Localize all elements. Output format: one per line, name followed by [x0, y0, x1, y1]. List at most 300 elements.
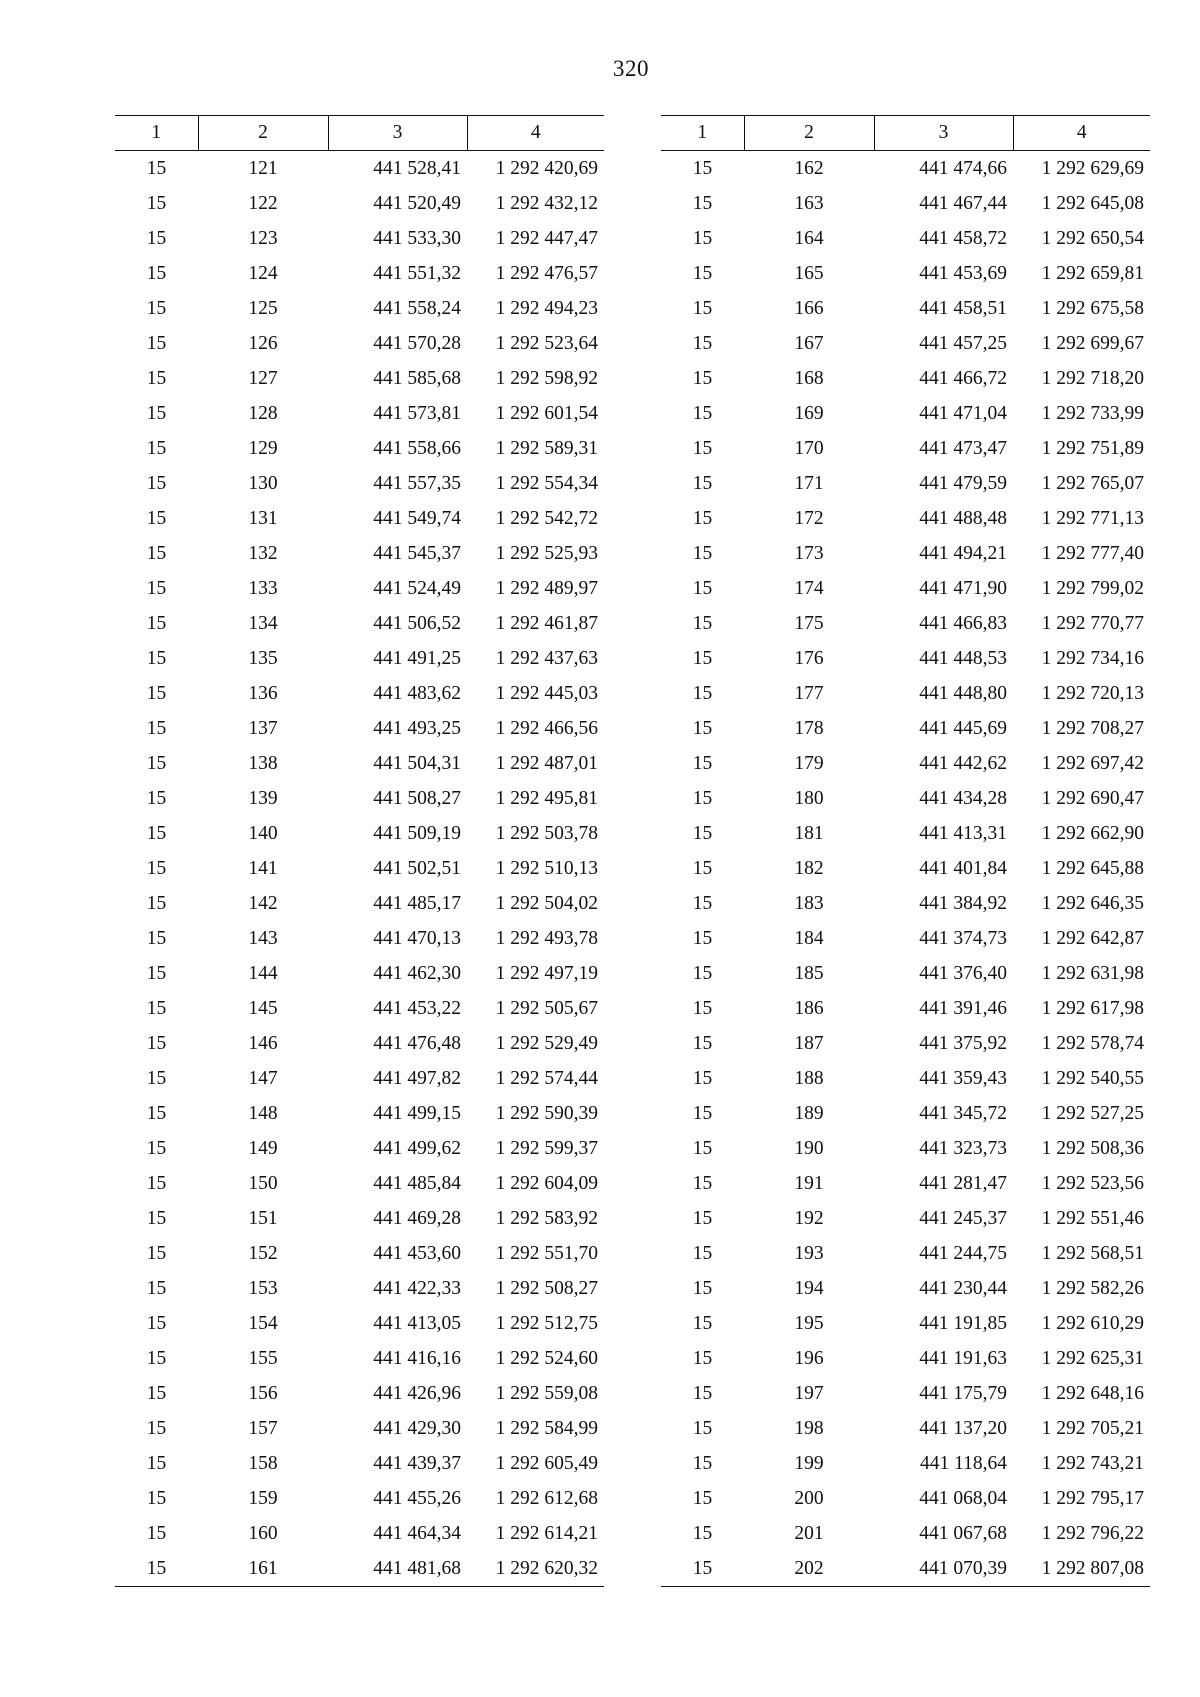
- point-number-cell: 162: [794, 157, 824, 179]
- point-number-cell: 145: [248, 997, 278, 1019]
- table-row: [115, 1026, 604, 1061]
- point-number-cell: 150: [248, 1172, 278, 1194]
- table-row: [661, 676, 1150, 711]
- zone-cell: 15: [146, 507, 167, 529]
- zone-cell: 15: [146, 402, 167, 424]
- x-coordinate-cell: 441 359,43: [919, 1067, 1007, 1089]
- x-coordinate-cell: 441 416,16: [373, 1347, 461, 1369]
- x-coordinate-cell: 441 533,30: [373, 227, 461, 249]
- zone-cell: 15: [692, 472, 713, 494]
- point-number-cell: 166: [794, 297, 824, 319]
- y-coordinate-cell: 1 292 554,34: [495, 472, 598, 494]
- x-coordinate-cell: 441 485,84: [373, 1172, 461, 1194]
- table-header: [115, 116, 604, 151]
- zone-cell: 15: [146, 962, 167, 984]
- point-number-cell: 161: [198, 1551, 328, 1587]
- table-row: [115, 501, 604, 536]
- table-row: [115, 921, 604, 956]
- x-coordinate-cell: 441 137,20: [919, 1417, 1007, 1439]
- table-row: [115, 361, 604, 396]
- y-coordinate-cell: 1 292 733,99: [1041, 402, 1144, 424]
- x-coordinate-cell: 441 391,46: [919, 997, 1007, 1019]
- y-coordinate-cell: 1 292 697,42: [1041, 752, 1144, 774]
- x-coordinate-cell: 441 448,80: [919, 682, 1007, 704]
- x-coordinate-cell: 441 429,30: [373, 1417, 461, 1439]
- x-coordinate-cell: 441 545,37: [373, 542, 461, 564]
- point-number-cell: 200: [794, 1487, 824, 1509]
- table-row: [661, 326, 1150, 361]
- point-number-cell: 158: [248, 1452, 278, 1474]
- table-row: [661, 1201, 1150, 1236]
- table-body: [661, 151, 1150, 1587]
- point-number-cell: 146: [248, 1032, 278, 1054]
- zone-cell: 15: [692, 1102, 713, 1124]
- y-coordinate-cell: 1 292 605,49: [495, 1452, 598, 1474]
- y-coordinate-cell: 1 292 659,81: [1041, 262, 1144, 284]
- point-number-cell: 156: [248, 1382, 278, 1404]
- x-coordinate-cell: 441 573,81: [373, 402, 461, 424]
- y-coordinate-cell: 1 292 645,08: [1041, 192, 1144, 214]
- table-header: [661, 116, 1150, 151]
- point-number-cell: 128: [248, 402, 278, 424]
- point-number-cell: 173: [794, 542, 824, 564]
- zone-cell: 15: [146, 1487, 167, 1509]
- x-coordinate-cell: 441 506,52: [373, 612, 461, 634]
- point-number-cell: 197: [794, 1382, 824, 1404]
- point-number-cell: 153: [248, 1277, 278, 1299]
- point-number-cell: 177: [794, 682, 824, 704]
- x-coordinate-cell: 441 191,85: [919, 1312, 1007, 1334]
- y-coordinate-cell: 1 292 461,87: [495, 612, 598, 634]
- column-header-4: 4: [467, 116, 604, 151]
- table-row: [661, 606, 1150, 641]
- x-coordinate-cell: 441 483,62: [373, 682, 461, 704]
- x-coordinate-cell: 441 466,72: [919, 367, 1007, 389]
- y-coordinate-cell: 1 292 765,07: [1041, 472, 1144, 494]
- zone-cell: 15: [146, 612, 167, 634]
- point-number-cell: 176: [794, 647, 824, 669]
- zone-cell: 15: [692, 262, 713, 284]
- point-number-cell: 168: [794, 367, 824, 389]
- table-row: [115, 1446, 604, 1481]
- table-row: [115, 1341, 604, 1376]
- table-row: [115, 1481, 604, 1516]
- zone-cell: 15: [146, 1242, 167, 1264]
- x-coordinate-cell: 441 557,35: [373, 472, 461, 494]
- y-coordinate-cell: 1 292 540,55: [1041, 1067, 1144, 1089]
- y-coordinate-cell: 1 292 734,16: [1041, 647, 1144, 669]
- x-coordinate-cell: 441 374,73: [919, 927, 1007, 949]
- zone-cell: 15: [146, 192, 167, 214]
- x-coordinate-cell: 441 497,82: [373, 1067, 461, 1089]
- zone-cell: 15: [692, 1312, 713, 1334]
- x-coordinate-cell: 441 558,66: [373, 437, 461, 459]
- x-coordinate-cell: 441 384,92: [919, 892, 1007, 914]
- zone-cell: 15: [692, 1487, 713, 1509]
- y-coordinate-cell: 1 292 432,12: [495, 192, 598, 214]
- point-number-cell: 125: [248, 297, 278, 319]
- point-number-cell: 202: [744, 1551, 874, 1587]
- x-coordinate-cell: 441 499,62: [373, 1137, 461, 1159]
- point-number-cell: 189: [794, 1102, 824, 1124]
- table-row: [661, 1516, 1150, 1551]
- y-coordinate-cell: 1 292 497,19: [495, 962, 598, 984]
- column-header-2: 2: [198, 116, 328, 151]
- zone-cell: 15: [692, 682, 713, 704]
- table-row: [115, 781, 604, 816]
- y-coordinate-cell: 1 292 614,21: [495, 1522, 598, 1544]
- zone-cell: 15: [692, 297, 713, 319]
- y-coordinate-cell: 1 292 625,31: [1041, 1347, 1144, 1369]
- table-row: [661, 431, 1150, 466]
- y-coordinate-cell: 1 292 584,99: [495, 1417, 598, 1439]
- x-coordinate-cell: 441 375,92: [919, 1032, 1007, 1054]
- table-row: [115, 1516, 604, 1551]
- x-coordinate-cell: 441 476,48: [373, 1032, 461, 1054]
- point-number-cell: 143: [248, 927, 278, 949]
- x-coordinate-cell: 441 520,49: [373, 192, 461, 214]
- zone-cell: 15: [692, 332, 713, 354]
- y-coordinate-cell: 1 292 523,64: [495, 332, 598, 354]
- zone-cell: 15: [146, 1277, 167, 1299]
- zone-cell: 15: [146, 1417, 167, 1439]
- x-coordinate-cell: 441 281,47: [919, 1172, 1007, 1194]
- x-coordinate-cell: 441 524,49: [373, 577, 461, 599]
- y-coordinate-cell: 1 292 708,27: [1041, 717, 1144, 739]
- table-row: [115, 1306, 604, 1341]
- x-coordinate-cell: 441 345,72: [919, 1102, 1007, 1124]
- zone-cell: 15: [692, 1137, 713, 1159]
- table-row: [661, 1446, 1150, 1481]
- y-coordinate-cell: 1 292 699,67: [1041, 332, 1144, 354]
- x-coordinate-cell: 441 479,59: [919, 472, 1007, 494]
- x-coordinate-cell: 441 422,33: [373, 1277, 461, 1299]
- y-coordinate-cell: 1 292 662,90: [1041, 822, 1144, 844]
- table-row: [115, 886, 604, 921]
- table-row: [115, 1061, 604, 1096]
- point-number-cell: 188: [794, 1067, 824, 1089]
- zone-cell: 15: [692, 1207, 713, 1229]
- zone-cell: 15: [146, 1452, 167, 1474]
- y-coordinate-cell: 1 292 551,70: [495, 1242, 598, 1264]
- y-coordinate-cell: 1 292 777,40: [1041, 542, 1144, 564]
- zone-cell: 15: [692, 647, 713, 669]
- point-number-cell: 138: [248, 752, 278, 774]
- zone-cell: 15: [146, 822, 167, 844]
- y-coordinate-cell: 1 292 601,54: [495, 402, 598, 424]
- point-number-cell: 193: [794, 1242, 824, 1264]
- x-coordinate-cell: 441 068,04: [919, 1487, 1007, 1509]
- y-coordinate-cell: 1 292 795,17: [1041, 1487, 1144, 1509]
- table-row: [115, 291, 604, 326]
- y-coordinate-cell: 1 292 489,97: [495, 577, 598, 599]
- x-coordinate-cell: 441 471,90: [919, 577, 1007, 599]
- x-coordinate-cell: 441 445,69: [919, 717, 1007, 739]
- x-coordinate-cell: 441 453,22: [373, 997, 461, 1019]
- table-row: [661, 221, 1150, 256]
- y-coordinate-cell: 1 292 476,57: [495, 262, 598, 284]
- zone-cell: 15: [115, 1551, 198, 1587]
- table-row: [115, 1201, 604, 1236]
- y-coordinate-cell: 1 292 807,08: [1013, 1551, 1150, 1587]
- point-number-cell: 129: [248, 437, 278, 459]
- x-coordinate-cell: 441 464,34: [373, 1522, 461, 1544]
- table-row: [661, 571, 1150, 606]
- zone-cell: 15: [692, 892, 713, 914]
- zone-cell: 15: [692, 1277, 713, 1299]
- table-row: [661, 1061, 1150, 1096]
- table-row: [115, 1131, 604, 1166]
- table-row: [661, 1166, 1150, 1201]
- table-row: [661, 186, 1150, 221]
- y-coordinate-cell: 1 292 705,21: [1041, 1417, 1144, 1439]
- y-coordinate-cell: 1 292 620,32: [467, 1551, 604, 1587]
- zone-cell: 15: [146, 892, 167, 914]
- zone-cell: 15: [146, 647, 167, 669]
- y-coordinate-cell: 1 292 648,16: [1041, 1382, 1144, 1404]
- x-coordinate-cell: 441 485,17: [373, 892, 461, 914]
- point-number-cell: 169: [794, 402, 824, 424]
- y-coordinate-cell: 1 292 574,44: [495, 1067, 598, 1089]
- table-row: [115, 396, 604, 431]
- point-number-cell: 187: [794, 1032, 824, 1054]
- column-header-2: 2: [744, 116, 874, 151]
- table-row: [115, 466, 604, 501]
- table-row: [661, 1026, 1150, 1061]
- table-row: [115, 1271, 604, 1306]
- zone-cell: 15: [146, 752, 167, 774]
- point-number-cell: 181: [794, 822, 824, 844]
- y-coordinate-cell: 1 292 525,93: [495, 542, 598, 564]
- y-coordinate-cell: 1 292 504,02: [495, 892, 598, 914]
- table-row: [661, 1271, 1150, 1306]
- x-coordinate-cell: 441 458,51: [919, 297, 1007, 319]
- zone-cell: 15: [692, 962, 713, 984]
- zone-cell: 15: [692, 822, 713, 844]
- x-coordinate-cell: 441 502,51: [373, 857, 461, 879]
- y-coordinate-cell: 1 292 495,81: [495, 787, 598, 809]
- y-coordinate-cell: 1 292 505,67: [495, 997, 598, 1019]
- point-number-cell: 174: [794, 577, 824, 599]
- x-coordinate-cell: 441 453,69: [919, 262, 1007, 284]
- x-coordinate-cell: 441 323,73: [919, 1137, 1007, 1159]
- table-row: [661, 886, 1150, 921]
- y-coordinate-cell: 1 292 796,22: [1041, 1522, 1144, 1544]
- table-row: [115, 1551, 604, 1587]
- zone-cell: 15: [146, 1207, 167, 1229]
- point-number-cell: 148: [248, 1102, 278, 1124]
- x-coordinate-cell: 441 473,47: [919, 437, 1007, 459]
- x-coordinate-cell: 441 469,28: [373, 1207, 461, 1229]
- table-row: [115, 746, 604, 781]
- zone-cell: 15: [692, 1417, 713, 1439]
- table-row: [661, 991, 1150, 1026]
- zone-cell: 15: [146, 297, 167, 319]
- x-coordinate-cell: 441 376,40: [919, 962, 1007, 984]
- y-coordinate-cell: 1 292 642,87: [1041, 927, 1144, 949]
- point-number-cell: 183: [794, 892, 824, 914]
- y-coordinate-cell: 1 292 503,78: [495, 822, 598, 844]
- table-row: [115, 711, 604, 746]
- zone-cell: 15: [146, 997, 167, 1019]
- x-coordinate-cell: 441 413,05: [373, 1312, 461, 1334]
- y-coordinate-cell: 1 292 751,89: [1041, 437, 1144, 459]
- zone-cell: 15: [692, 857, 713, 879]
- zone-cell: 15: [692, 717, 713, 739]
- point-number-cell: 184: [794, 927, 824, 949]
- y-coordinate-cell: 1 292 524,60: [495, 1347, 598, 1369]
- table-row: [115, 186, 604, 221]
- zone-cell: 15: [692, 227, 713, 249]
- y-coordinate-cell: 1 292 578,74: [1041, 1032, 1144, 1054]
- y-coordinate-cell: 1 292 487,01: [495, 752, 598, 774]
- zone-cell: 15: [146, 227, 167, 249]
- point-number-cell: 159: [248, 1487, 278, 1509]
- table-row: [661, 256, 1150, 291]
- column-header-3: 3: [874, 116, 1013, 151]
- x-coordinate-cell: 441 457,25: [919, 332, 1007, 354]
- x-coordinate-cell: 441 455,26: [373, 1487, 461, 1509]
- table-row: [115, 816, 604, 851]
- table-row: [115, 431, 604, 466]
- x-coordinate-cell: 441 528,41: [373, 157, 461, 179]
- y-coordinate-cell: 1 292 604,09: [495, 1172, 598, 1194]
- point-number-cell: 147: [248, 1067, 278, 1089]
- point-number-cell: 178: [794, 717, 824, 739]
- x-coordinate-cell: 441 499,15: [373, 1102, 461, 1124]
- point-number-cell: 175: [794, 612, 824, 634]
- point-number-cell: 185: [794, 962, 824, 984]
- table-row: [661, 851, 1150, 886]
- zone-cell: 15: [146, 1102, 167, 1124]
- zone-cell: 15: [146, 542, 167, 564]
- zone-cell: 15: [692, 752, 713, 774]
- x-coordinate-cell: 441 466,83: [919, 612, 1007, 634]
- coordinates-table-left: [115, 115, 604, 1587]
- column-header-1: 1: [115, 116, 198, 151]
- point-number-cell: 133: [248, 577, 278, 599]
- x-coordinate-cell: 441 067,68: [919, 1522, 1007, 1544]
- zone-cell: 15: [661, 1551, 744, 1587]
- zone-cell: 15: [692, 997, 713, 1019]
- y-coordinate-cell: 1 292 599,37: [495, 1137, 598, 1159]
- table-row: [661, 781, 1150, 816]
- x-coordinate-cell: 441 551,32: [373, 262, 461, 284]
- zone-cell: 15: [146, 1032, 167, 1054]
- x-coordinate-cell: 441 426,96: [373, 1382, 461, 1404]
- y-coordinate-cell: 1 292 610,29: [1041, 1312, 1144, 1334]
- y-coordinate-cell: 1 292 799,02: [1041, 577, 1144, 599]
- table-row: [661, 151, 1150, 187]
- zone-cell: 15: [146, 682, 167, 704]
- point-number-cell: 124: [248, 262, 278, 284]
- zone-cell: 15: [692, 192, 713, 214]
- table-row: [115, 1376, 604, 1411]
- x-coordinate-cell: 441 175,79: [919, 1382, 1007, 1404]
- zone-cell: 15: [692, 1242, 713, 1264]
- y-coordinate-cell: 1 292 770,77: [1041, 612, 1144, 634]
- point-number-cell: 121: [248, 157, 278, 179]
- point-number-cell: 126: [248, 332, 278, 354]
- y-coordinate-cell: 1 292 494,23: [495, 297, 598, 319]
- x-coordinate-cell: 441 442,62: [919, 752, 1007, 774]
- y-coordinate-cell: 1 292 508,36: [1041, 1137, 1144, 1159]
- x-coordinate-cell: 441 488,48: [919, 507, 1007, 529]
- y-coordinate-cell: 1 292 590,39: [495, 1102, 598, 1124]
- x-coordinate-cell: 441 491,25: [373, 647, 461, 669]
- zone-cell: 15: [146, 927, 167, 949]
- point-number-cell: 163: [794, 192, 824, 214]
- x-coordinate-cell: 441 453,60: [373, 1242, 461, 1264]
- zone-cell: 15: [146, 262, 167, 284]
- table-row: [661, 466, 1150, 501]
- zone-cell: 15: [692, 402, 713, 424]
- point-number-cell: 152: [248, 1242, 278, 1264]
- column-header-1: 1: [661, 116, 744, 151]
- table-row: [115, 151, 604, 187]
- table-row: [661, 921, 1150, 956]
- x-coordinate-cell: 441 558,24: [373, 297, 461, 319]
- point-number-cell: 198: [794, 1417, 824, 1439]
- zone-cell: 15: [146, 1382, 167, 1404]
- point-number-cell: 182: [794, 857, 824, 879]
- table-row: [661, 1131, 1150, 1166]
- point-number-cell: 142: [248, 892, 278, 914]
- point-number-cell: 127: [248, 367, 278, 389]
- table-row: [115, 851, 604, 886]
- zone-cell: 15: [692, 157, 713, 179]
- x-coordinate-cell: 441 493,25: [373, 717, 461, 739]
- y-coordinate-cell: 1 292 466,56: [495, 717, 598, 739]
- zone-cell: 15: [692, 927, 713, 949]
- y-coordinate-cell: 1 292 629,69: [1041, 157, 1144, 179]
- y-coordinate-cell: 1 292 650,54: [1041, 227, 1144, 249]
- table-row: [115, 326, 604, 361]
- table-row: [661, 501, 1150, 536]
- point-number-cell: 136: [248, 682, 278, 704]
- point-number-cell: 131: [248, 507, 278, 529]
- x-coordinate-cell: 441 230,44: [919, 1277, 1007, 1299]
- zone-cell: 15: [146, 332, 167, 354]
- point-number-cell: 170: [794, 437, 824, 459]
- table-row: [661, 711, 1150, 746]
- point-number-cell: 160: [248, 1522, 278, 1544]
- table-row: [661, 1306, 1150, 1341]
- point-number-cell: 141: [248, 857, 278, 879]
- table-row: [115, 676, 604, 711]
- point-number-cell: 191: [794, 1172, 824, 1194]
- y-coordinate-cell: 1 292 559,08: [495, 1382, 598, 1404]
- x-coordinate-cell: 441 434,28: [919, 787, 1007, 809]
- coordinates-table-right: [661, 115, 1150, 1587]
- zone-cell: 15: [692, 437, 713, 459]
- table-row: [661, 746, 1150, 781]
- point-number-cell: 135: [248, 647, 278, 669]
- zone-cell: 15: [146, 437, 167, 459]
- point-number-cell: 155: [248, 1347, 278, 1369]
- table-row: [115, 1096, 604, 1131]
- point-number-cell: 123: [248, 227, 278, 249]
- y-coordinate-cell: 1 292 743,21: [1041, 1452, 1144, 1474]
- y-coordinate-cell: 1 292 445,03: [495, 682, 598, 704]
- table-row: [661, 956, 1150, 991]
- x-coordinate-cell: 441 549,74: [373, 507, 461, 529]
- table-body: [115, 151, 604, 1587]
- point-number-cell: 194: [794, 1277, 824, 1299]
- y-coordinate-cell: 1 292 529,49: [495, 1032, 598, 1054]
- table-row: [661, 396, 1150, 431]
- point-number-cell: 179: [794, 752, 824, 774]
